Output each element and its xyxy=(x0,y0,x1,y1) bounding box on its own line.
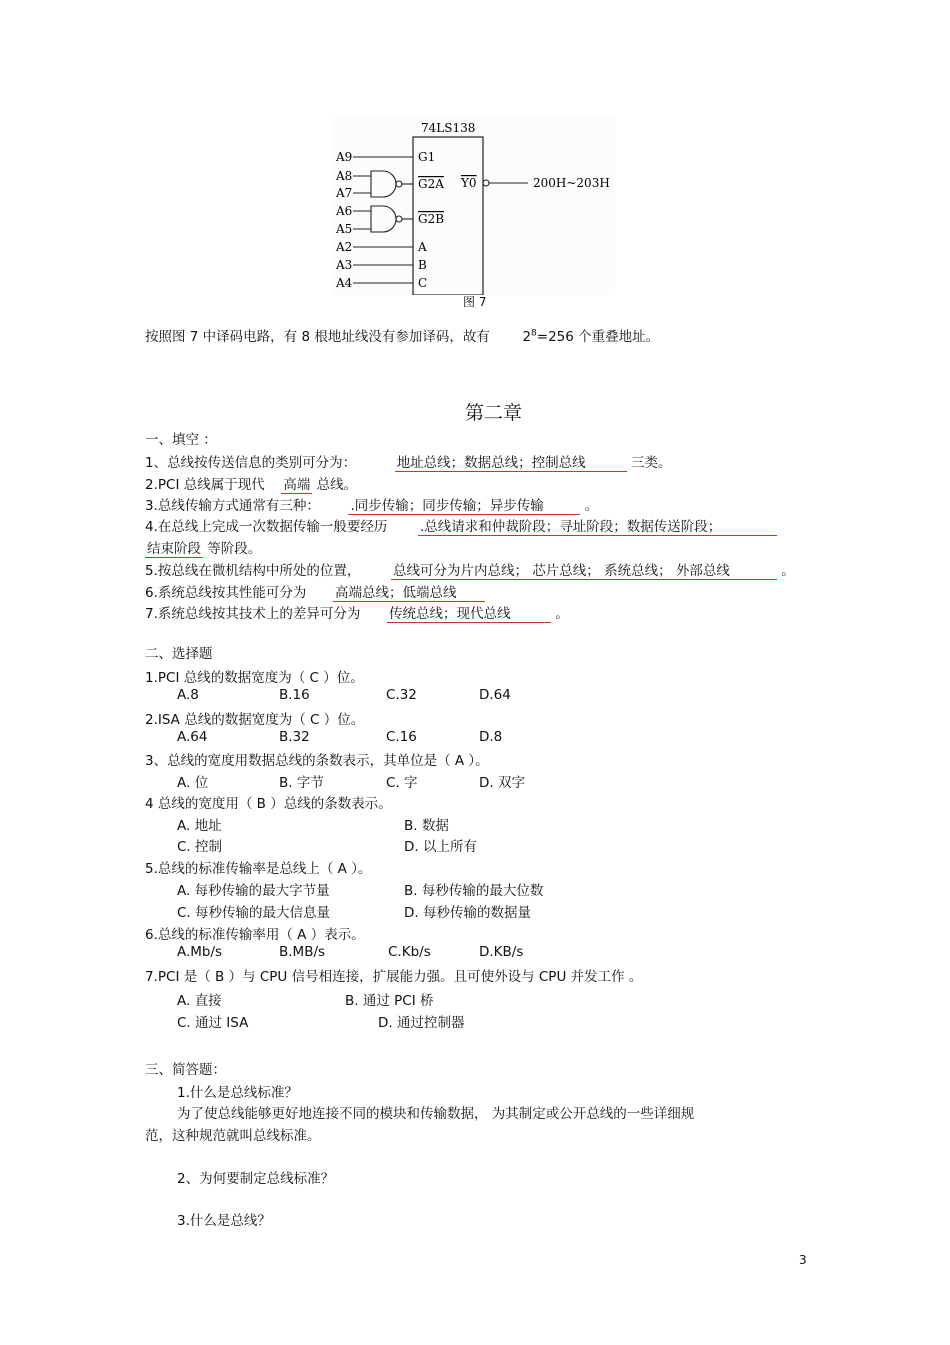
fill-q7 xyxy=(145,602,569,623)
choice-q5: 5.总线的标准传输率是总线上（ A ）。 xyxy=(145,861,372,877)
choice-option: C.16 xyxy=(386,729,417,745)
choice-q4: 4 总线的宽度用（ B ）总线的条数表示。 xyxy=(145,796,392,812)
pin-label-a: A xyxy=(418,240,427,254)
pin-label-c: C xyxy=(418,276,428,290)
choice-q2: 2.ISA 总线的数据宽度为（ C ）位。 xyxy=(145,712,365,728)
intro-text-b: =256 个重叠地址。 xyxy=(536,329,660,345)
choice-option: B.32 xyxy=(279,729,310,745)
answer-blank: 总线可分为片内总线； 芯片总线； 系统总线； 外部总线 xyxy=(391,559,777,580)
decoder-figure xyxy=(333,117,615,295)
short-a1-line1: 为了使总线能够更好地连接不同的模块和传输数据， 为其制定或公开总线的一些详细规 xyxy=(177,1106,695,1122)
question-text: 6.系统总线按其性能可分为 xyxy=(145,585,307,601)
pin-label-b: B xyxy=(418,258,427,272)
pin-label-g1: G1 xyxy=(418,150,436,164)
question-text: 等阶段。 xyxy=(207,541,262,557)
choice-option: B. 字节 xyxy=(279,775,324,791)
chapter-title: 第二章 xyxy=(465,402,523,424)
question-text: 3.总线传输方式通常有三种： xyxy=(145,498,320,514)
answer-blank: 高端总线；低端总线 xyxy=(333,581,485,602)
choice-q1: 1.PCI 总线的数据宽度为（ C ）位。 xyxy=(145,670,364,686)
choice-option: D. 以上所有 xyxy=(404,839,477,855)
answer-blank: .总线请求和仲裁阶段；寻址阶段；数据传送阶段； xyxy=(418,515,777,536)
choice-option: A. 地址 xyxy=(177,818,222,834)
figure-caption: 图 7 xyxy=(463,295,487,309)
choice-option: D. 通过控制器 xyxy=(378,1015,465,1031)
answer-blank: 高端 xyxy=(281,473,312,494)
fill-q3 xyxy=(145,494,598,515)
choice-option: C. 字 xyxy=(386,775,418,791)
fill-q4-cont xyxy=(145,537,261,558)
section-short-answer-heading: 三、简答题： xyxy=(145,1062,226,1078)
choice-option: B. 通过 PCI 桥 xyxy=(345,993,434,1009)
choice-q3: 3、总线的宽度用数据总线的条数表示，其单位是（ A ）。 xyxy=(145,753,489,769)
choice-option: A. 位 xyxy=(177,775,209,791)
page-number: 3 xyxy=(799,1253,807,1267)
input-label: A3 xyxy=(336,258,353,272)
power-exponent: 8 xyxy=(531,328,537,339)
choice-option: C.32 xyxy=(386,687,417,703)
output-address-label: 200H~203H xyxy=(533,176,610,190)
choice-option: B.16 xyxy=(279,687,310,703)
short-q1: 1.什么是总线标准？ xyxy=(177,1085,298,1101)
choice-option: A.8 xyxy=(177,687,199,703)
choice-q6: 6.总线的标准传输率用（ A ）表示。 xyxy=(145,927,365,943)
decoder-circuit-diagram xyxy=(333,117,615,295)
choice-option: D.64 xyxy=(479,687,511,703)
question-text: 5.按总线在微机结构中所处的位置， xyxy=(145,563,361,579)
choice-option: B.MB/s xyxy=(279,944,326,960)
choice-option: A.64 xyxy=(177,729,208,745)
short-q3: 3.什么是总线？ xyxy=(177,1213,271,1229)
short-a1-line2: 范，这种规范就叫总线标准。 xyxy=(145,1128,321,1144)
power-base: 2 xyxy=(522,329,532,345)
choice-option: C. 控制 xyxy=(177,839,223,855)
fill-q4 xyxy=(145,515,777,536)
input-label: A2 xyxy=(336,240,353,254)
pin-label-g2a: G2A xyxy=(418,177,444,191)
answer-blank: .同步传输；同步传输；异步传输 xyxy=(348,494,580,515)
choice-option: A.Mb/s xyxy=(177,944,223,960)
question-text: 1、总线按传送信息的类别可分为： xyxy=(145,455,357,471)
input-label: A8 xyxy=(336,169,353,183)
question-text: 。 xyxy=(555,606,569,622)
input-label: A7 xyxy=(336,186,353,200)
choice-q7: 7.PCI 是（ B ）与 CPU 信号相连接，扩展能力强。且可使外设与 CPU 并发工作 。 xyxy=(145,969,643,985)
input-label: A9 xyxy=(336,150,353,164)
chip-name: 74LS138 xyxy=(421,121,476,135)
short-q2: 2、为何要制定总线标准？ xyxy=(177,1171,335,1187)
question-text: 。 xyxy=(584,498,599,514)
intro-text-a: 按照图 7 中译码电路，有 8 根地址线没有参加译码，故有 xyxy=(145,329,490,345)
choice-option: C. 通过 ISA xyxy=(177,1015,249,1031)
fill-q6 xyxy=(145,581,485,602)
choice-option: B. 数据 xyxy=(404,818,449,834)
input-label: A6 xyxy=(336,204,353,218)
output-pin-label: Y0 xyxy=(461,176,477,190)
question-text: 总线。 xyxy=(316,477,358,493)
fill-q2 xyxy=(145,473,357,494)
choice-option: B. 每秒传输的最大位数 xyxy=(404,883,544,899)
choice-option: D.8 xyxy=(479,729,503,745)
section-fill-heading: 一、填空 ： xyxy=(145,432,217,448)
question-text: 2.PCI 总线属于现代 xyxy=(145,477,265,493)
answer-blank: 传统总线；现代总线 xyxy=(387,602,551,623)
question-text: 4.在总线上完成一次数据传输一般要经历 xyxy=(145,519,388,535)
answer-blank: 结束阶段 xyxy=(145,537,203,558)
intro-paragraph xyxy=(145,325,659,345)
input-label: A5 xyxy=(336,222,353,236)
question-text: 7.系统总线按其技术上的差异可分为 xyxy=(145,606,361,622)
fill-q5 xyxy=(145,559,795,580)
answer-blank: 地址总线；数据总线；控制总线 xyxy=(395,451,627,472)
choice-option: A. 每秒传输的最大字节量 xyxy=(177,883,330,899)
choice-option: C.Kb/s xyxy=(388,944,431,960)
fill-q1 xyxy=(145,451,671,472)
choice-option: D. 每秒传输的数据量 xyxy=(404,905,531,921)
choice-option: C. 每秒传输的最大信息量 xyxy=(177,905,331,921)
question-text: 。 xyxy=(781,563,795,579)
section-choice-heading: 二、选择题 xyxy=(145,646,213,662)
choice-option: D.KB/s xyxy=(479,944,524,960)
choice-option: D. 双字 xyxy=(479,775,525,791)
choice-option: A. 直接 xyxy=(177,993,222,1009)
input-label: A4 xyxy=(336,276,353,290)
question-text: 三类。 xyxy=(630,455,672,471)
pin-label-g2b: G2B xyxy=(418,212,445,226)
